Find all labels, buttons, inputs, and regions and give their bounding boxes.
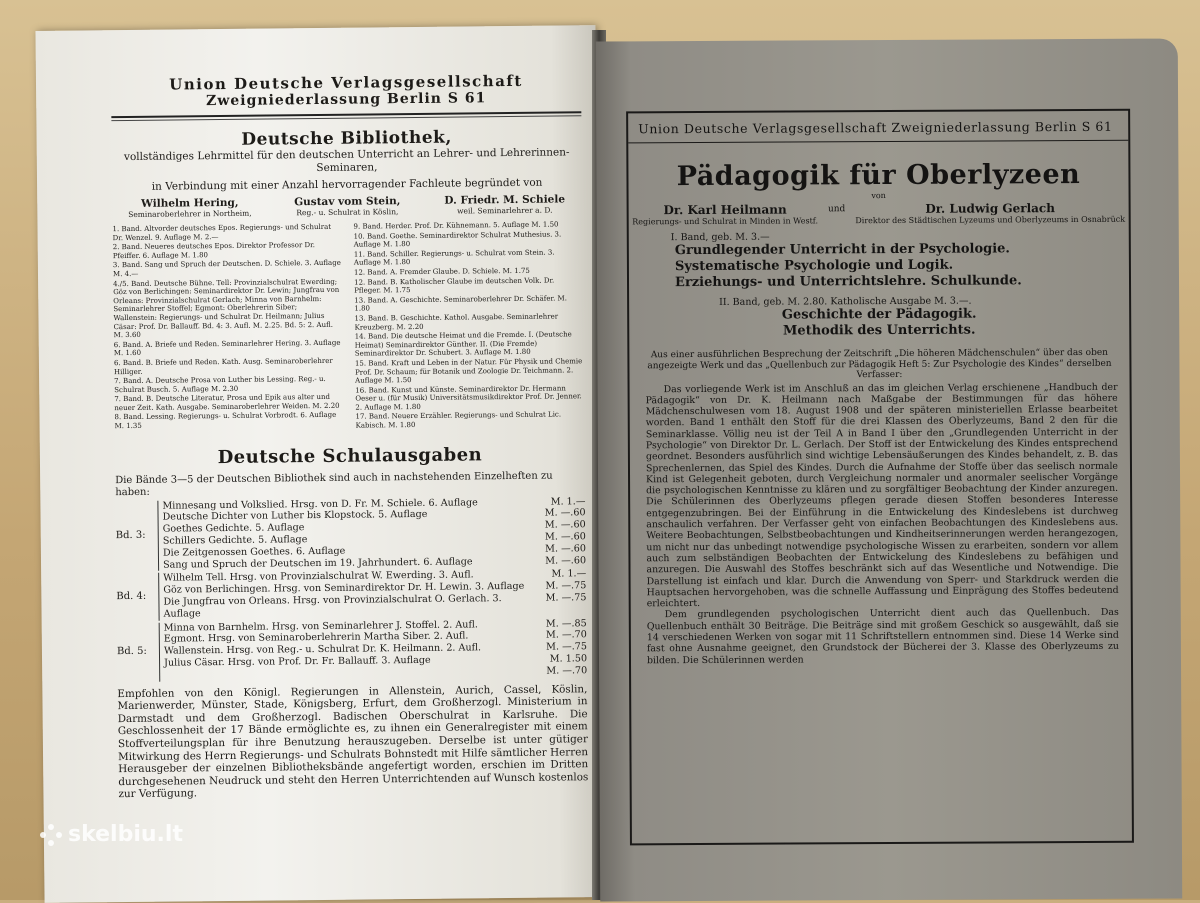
item-price: M. —.75 [545, 580, 587, 592]
item-title: Sang und Spruch der Deutschen im 19. Jahrhundert. 6. Auflage [162, 556, 473, 571]
author-name: Dr. Karl Heilmann [663, 202, 787, 218]
volume-entry: 7. Band. B. Deutsche Literatur, Prosa und Epik aus alter und neuer Zeit. Kath. Ausgabe. Seminaroberlehrer Weiden. M. 2.20 [114, 393, 340, 413]
founder-role: weil. Seminarlehrer a. D. [457, 205, 553, 216]
band-1-topic: Systematische Psychologie und Logik. [674, 257, 954, 275]
founder-role: Reg.- u. Schulrat in Köslin, [296, 207, 399, 218]
item-price: M. —.60 [544, 531, 586, 543]
item-price: M. —.70 [545, 629, 587, 642]
bibliothek-subtitle-1: vollständiges Lehrmittel für den deutschen Unterricht an Lehrer- und Lehrerinnen- [123, 146, 570, 164]
item-title: Goethes Gedichte. 5. Auflage [162, 522, 305, 535]
watermark-logo-icon [40, 824, 62, 846]
volume-column-left [112, 223, 343, 434]
group-items [158, 569, 586, 621]
left-page-content [111, 65, 589, 801]
item-price: M. —.85 [545, 617, 587, 630]
von-label: von [871, 191, 886, 201]
volume-entry: 10. Band. Goethe. Seminardirektor Schulrat Muthesius. 3. Auflage M. 1.80 [353, 230, 562, 249]
item-title: Schillers Gedichte. 5. Auflage [162, 534, 308, 547]
review-intro: Aus einer ausführlichen Besprechung der Zeitschrift „Die höheren Mädchenschulen“ über das oben angezeigte Werk und das „Quellenbuch zur Pädagogik Heft 5: Zur Psychologie des Kindes“ derselben Verfasser: [647, 347, 1112, 381]
volume-entry: 13. Band. A. Geschichte. Seminaroberlehrer Dr. Schäfer. M. 1.80 [354, 294, 567, 313]
review-body [646, 381, 1119, 666]
founder [112, 197, 267, 220]
closing-paragraph: Empfohlen von den Königl. Regierungen in Allenstein, Aurich, Cassel, Köslin, Marienwerder, Münster, Stade, Königsberg, Erfurt, dem Großherzogl. Ministerium in Darmstadt und dem Großherzogl. Badischen Oberschulrat in Karlsruhe. Die Geschlossenheit der 17 Bände ermöglichte es, zu ihnen ein Generalregister mit einem Stoffverteilungsplan für ihre Benutzung herauszugeben. Derselbe ist unter gütiger Mitwirkung des Herrn Regierungs- und Schulrats Bohnstedt mit Hilfe sämtlicher Herren Herausgeber der einzelnen Bibliotheksbände angefertigt worden, erschien im Dritten durchgesehenen Neudruck und steht den Herren Unterrichtenden auf Wunsch kostenlos zur Verfügung. [117, 682, 589, 801]
group-label: Bd. 3: [115, 529, 146, 542]
volume-column-right [353, 220, 584, 431]
item-price: M. 1.50 [549, 653, 588, 665]
review-paragraph: Das vorliegende Werk ist im Anschluß an das im gleichen Verlag erschienene „Handbuch der Pädagogik“ von Dr. K. Heilmann nach Maßgabe der Bestimmungen für das höhere Mädchenschulwesen vom 18. August 1908 und der späteren ministeriellen Erlasse bearbeitet worden. Band 1 enthält den Stoff für die drei Klassen des Oberlyzeums, Band 2 den für die Seminarklasse. Völlig neu ist der Teil A in Band I über den „Grundlegenden Unterricht in der Psychologie“ von Direktor Dr. L. Gerlach. Der Stoff ist der Entwickelung des Kindes entsprechend geordnet. Besonders ausführlich sind wichtige Lebensäußerungen des Kindes behandelt, z. B. das Sprechenlernen, das Spiel des Kindes. Durch die Aufnahme der Stoffe über das seelisch normale Kind ist Gelegenheit geboten, durch Vergleichung normaler und anormaler seelischer Vorgänge die psychologischen Kenntnisse zu klären und zu sorgfältiger Beobachtung der Kinder anzuregen. Die Schülerinnen des Oberlyzeums pflegen gerade diesen Stoffen besonderes Interesse entgegenzubringen. Bei der Einführung in die Entwickelung des Kindeslebens ist durchweg anschaulich verfahren. Der Verfasser geht von einfachen Beobachtungen des Kindeslebens aus. Weitere Beobachtungen, Selbstbeobachtungen und Kindheitserinnerungen werden herangezogen, um nicht nur das unbedingt notwendige psychologische Wissen zu erarbeiten, sondern vor allem auch zum selbständigen Beobachten der Entwickelung des Kindeslebens zu befähigen und anzuregen. Die Auswahl des Stoffes beschränkt sich auf das Wesentliche und Notwendige. Die Darstellung ist einfach und klar. Durch die Anwendung von Sperr- und Starkdruck werden die Hauptsachen hervorgehoben, was die schnelle Auffassung und Einprägung des Stoffes bedeutend erleichtert. [645, 381, 1119, 610]
volume-entry: 13. Band. B. Geschichte. Kathol. Ausgabe. Seminarlehrer Kreuzberg. M. 2.20 [354, 312, 559, 332]
item-price: M. 1.— [550, 495, 586, 508]
item-title: Wilhelm Tell. Hrsg. von Provinzialschulrat W. Ewerding. 3. Aufl. [163, 569, 474, 585]
right-page-header: Union Deutsche Verlagsgesellschaft Zweigniederlassung Berlin S 61 [628, 111, 1128, 144]
item-price: M. —.60 [545, 554, 587, 567]
author [632, 202, 818, 226]
band-1-topic: Erziehungs- und Unterrichtslehre. Schulkunde. [674, 273, 1022, 291]
item-title: Die Zeitgenossen Goethes. 6. Auflage [162, 545, 346, 559]
volume-entry: 6. Band. B. Briefe und Reden. Kath. Ausg. Seminaroberlehrer Hilliger. [113, 356, 333, 376]
founder [270, 195, 425, 218]
review-paragraph: Dem grundlegenden psychologischen Unterricht dient auch das Quellenbuch. Das Quellenbuch enthält 30 Beiträge. Die Beiträge sind mit großem Geschick so ausgewählt, daß sie 14 verschiedenen Werken von sogar mit 11 Schriftstellern entnommen sind. Diese 14 Werke sind fast ohne Ausnahme geeignet, den Grundstock der Bücherei der 3. Klasse des Oberlyzeums zu bilden. Die Schülerinnen werden [646, 607, 1119, 666]
item-title: Die Jungfrau von Orleans. Hrsg. von Provinzialschulrat O. Gerlach. 3. Auflage [163, 593, 502, 620]
right-page [596, 38, 1182, 901]
volume-entry: 11. Band. Schiller. Regierungs- u. Schulrat vom Stein. 3. Auflage M. 1.80 [353, 248, 555, 268]
item-title: Wallenstein. Hrsg. von Reg.- u. Schulrat Dr. K. Heilmann. 2. Aufl. [163, 642, 482, 657]
volume-entry: 1. Band. Altvorder deutsches Epos. Regierungs- und Schulrat Dr. Wenzel. 9. Auflage M. 2.— [112, 222, 332, 242]
volume-entry: 4./5. Band. Deutsche Bühne. Tell: Provinzialschulrat Ewerding; Göz von Berlichingen: Seminardirektor Dr. Lewin; Jungfrau von Orleans: Provinzialschulrat Gerlach; Minna von Barnhelm: Seminarlehrer Stoffel; Egmont: Oberlehrerin Siber; Wallenstein: Regierungs- und Schulrat Dr. Heilmann; Julius Cäsar: Prof. Dr. Ballauff. Bd. 4: 3. Aufl. M. 2.25. Bd. 5: 2. Aufl. M. 3.60 [113, 277, 340, 340]
item-price: M. —.60 [545, 543, 586, 555]
item-title: Minna von Barnhelm. Hrsg. von Seminarlehrer J. Stoffel. 2. Aufl. [163, 618, 478, 634]
volume-group-bd5 [117, 618, 588, 682]
volume-entry: 6. Band. A. Briefe und Reden. Seminarlehrer Hering. 3. Auflage M. 1.60 [113, 338, 341, 358]
volume-entry: 2. Band. Neueres deutsches Epos. Direktor Professor Dr. Pfeiffer. 6. Auflage M. 1.80 [112, 241, 315, 260]
volume-entry: 17. Band. Neuere Erzähler. Regierungs- und Schulrat Lic. Kabisch. M. 1.80 [355, 410, 562, 430]
band-1-topic: Grundlegender Unterricht in der Psychologie. [674, 241, 1010, 259]
band-1-label: I. Band, geb. M. 3.— [670, 231, 770, 244]
item-price: M. —.60 [544, 519, 586, 531]
founder-name: Gustav vom Stein, [294, 195, 401, 209]
author-name: Dr. Ludwig Gerlach [925, 201, 1055, 216]
volume-entry: 7. Band. A. Deutsche Prosa von Luther bis Lessing. Reg.- u. Schulrat Busch. 5. Auflage M. 2.30 [114, 375, 326, 394]
bibliothek-title: Deutsche Bibliothek, [241, 127, 452, 150]
volume-entry: 3. Band. Sang und Spruch der Deutschen. D. Schiele. 3. Auflage M. 4.— [112, 259, 341, 279]
volume-list [112, 220, 584, 434]
band-2-label: II. Band, geb. M. 2.80. Katholische Ausgabe M. 3.—. [719, 295, 972, 308]
item-title: Egmont. Hrsg. von Seminaroberlehrerin Martha Siber. 2. Aufl. [163, 630, 469, 646]
band-2-topic: Geschichte der Pädagogik. [781, 306, 977, 323]
book-title: Pädagogik für Oberlyzeen [676, 158, 1081, 193]
volume-entry: 12. Band. B. Katholischer Glaube im deutschen Volk. Dr. Pfleger. M. 1.75 [354, 276, 555, 295]
author [855, 201, 1125, 225]
volume-group-bd4 [116, 569, 586, 621]
schulausgaben-title: Deutsche Schulausgaben [217, 443, 483, 468]
volume-entry: 16. Band. Kunst und Künste. Seminardirektor Dr. Hermann Oeser u. (für Musik) Universitätsmusikdirektor Prof. Dr. Jenner. 2. Auflage M. 1.80 [355, 384, 582, 412]
founders-row [112, 193, 582, 219]
item-title: Minnesang und Volkslied. Hrsg. von D. Fr. M. Schiele. 6. Auflage [162, 497, 478, 512]
advertisement-frame [626, 109, 1134, 846]
item-price: M. 1.— [551, 568, 587, 581]
founder-name: D. Friedr. M. Schiele [444, 193, 566, 207]
bibliothek-subtitle-3: in Verbindung mit einer Anzahl hervorragender Fachleute begründet von [151, 176, 543, 193]
item-price: M. —.70 [546, 665, 588, 677]
group-label: Bd. 4: [116, 590, 147, 603]
publisher-branch: Zweigniederlassung Berlin S 61 [206, 90, 487, 110]
group-items [159, 618, 588, 681]
volume-entry: 14. Band. Die deutsche Heimat und die Fremde. I. (Deutsche Heimat) Seminardirektor Günther. II. (Die Fremde) Seminardirektor Dr. Schubert. 3. Auflage M. 1.80 [354, 330, 572, 358]
bibliothek-subtitle-2: Seminaren, [316, 161, 378, 175]
group-items [157, 496, 586, 571]
volume-entry: 8. Band. Lessing. Regierungs- u. Schulrat Vorbrodt. 6. Auflage M. 1.35 [114, 411, 337, 431]
schulausgaben-intro: Die Bände 3—5 der Deutschen Bibliothek sind auch in nachstehenden Einzelheften zu haben: [115, 470, 553, 498]
founder-name: Wilhelm Hering, [141, 196, 239, 210]
item-title: Deutsche Dichter von Luther bis Klopstock. 5. Auflage [162, 509, 428, 524]
item-price: M. —.60 [544, 507, 586, 520]
volume-entry: 9. Band. Herder. Prof. Dr. Kühnemann. 5. Auflage M. 1.50 [353, 220, 559, 231]
volume-entry: 12. Band. A. Fremder Glaube. D. Schiele. M. 1.75 [353, 266, 530, 277]
item-title: Julius Cäsar. Hrsg. von Prof. Dr. Fr. Ballauff. 3. Auflage [164, 654, 431, 669]
volume-entry: 15. Band. Kraft und Leben in der Natur. Für Physik und Chemie Prof. Dr. Schaum; für Botanik und Zoologie Dr. Teichmann. 2. Auflage M. 1.50 [354, 357, 583, 385]
author-role: Regierungs- und Schulrat in Minden in Westf. [632, 216, 819, 227]
volume-group-bd3 [115, 496, 586, 572]
band-2-topic: Methodik des Unterrichts. [782, 322, 976, 339]
group-label: Bd. 5: [116, 646, 147, 658]
founder [427, 193, 582, 216]
author-role: Direktor des Städtischen Lyzeums und Oberlyzeums in Osnabrück [855, 214, 1126, 226]
publisher-name: Union Deutsche Verlagsgesellschaft [169, 71, 523, 94]
watermark-text: skelbiu.lt [68, 822, 183, 847]
authors-row [629, 201, 1129, 227]
item-price: M. —.75 [546, 641, 587, 653]
und-label: und [827, 204, 846, 215]
left-page [35, 25, 604, 903]
site-watermark [40, 822, 183, 847]
founder-role: Seminaroberlehrer in Northeim, [128, 208, 252, 219]
item-price: M. —.75 [545, 592, 587, 604]
item-title: Göz von Berlichingen. Hrsg. von Seminardirektor Dr. H. Lewin. 3. Auflage [163, 581, 525, 596]
list-item [163, 592, 586, 620]
